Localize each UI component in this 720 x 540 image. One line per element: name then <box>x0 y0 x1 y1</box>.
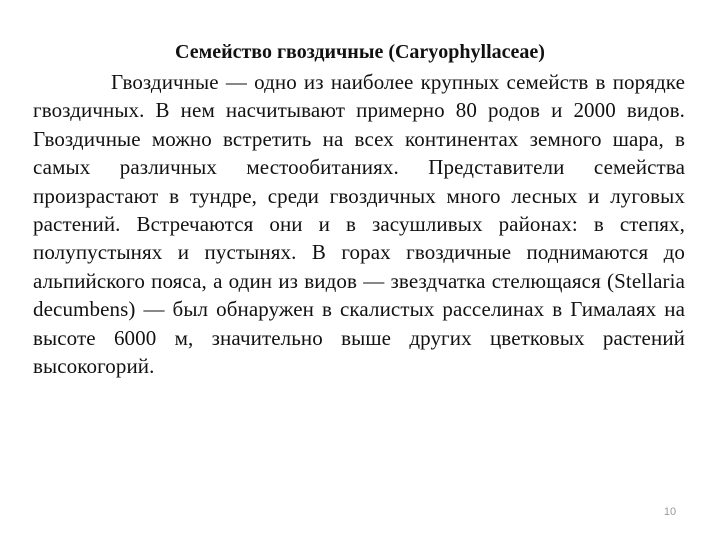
body-paragraph: Гвоздичные — одно из наиболее крупных семейств в порядке гвоздичных. В нем насчитывают примерно 80 родов и 2000 видов. Гвоздичные можно встретить на всех континентах земного шара, в самых различных местообитаниях. Представители семейства произрастают в тундре, среди гвоздичных много лесных и луговых растений. Встречаются они и в засушливых районах: в степях, полупустынях и пустынях. В горах гвоздичные поднимаются до альпийского пояса, а один из видов — звездчатка стелющаяся (Stellaria decumbens) — был обнаружен в скалистых расселинах в Гималаях на высоте 6000 м, значительно выше других цветковых растений высокогорий. <box>33 70 685 379</box>
slide-title: Семейство гвоздичные (Caryophyllaceae) <box>175 41 545 63</box>
page-number: 10 <box>663 506 677 518</box>
